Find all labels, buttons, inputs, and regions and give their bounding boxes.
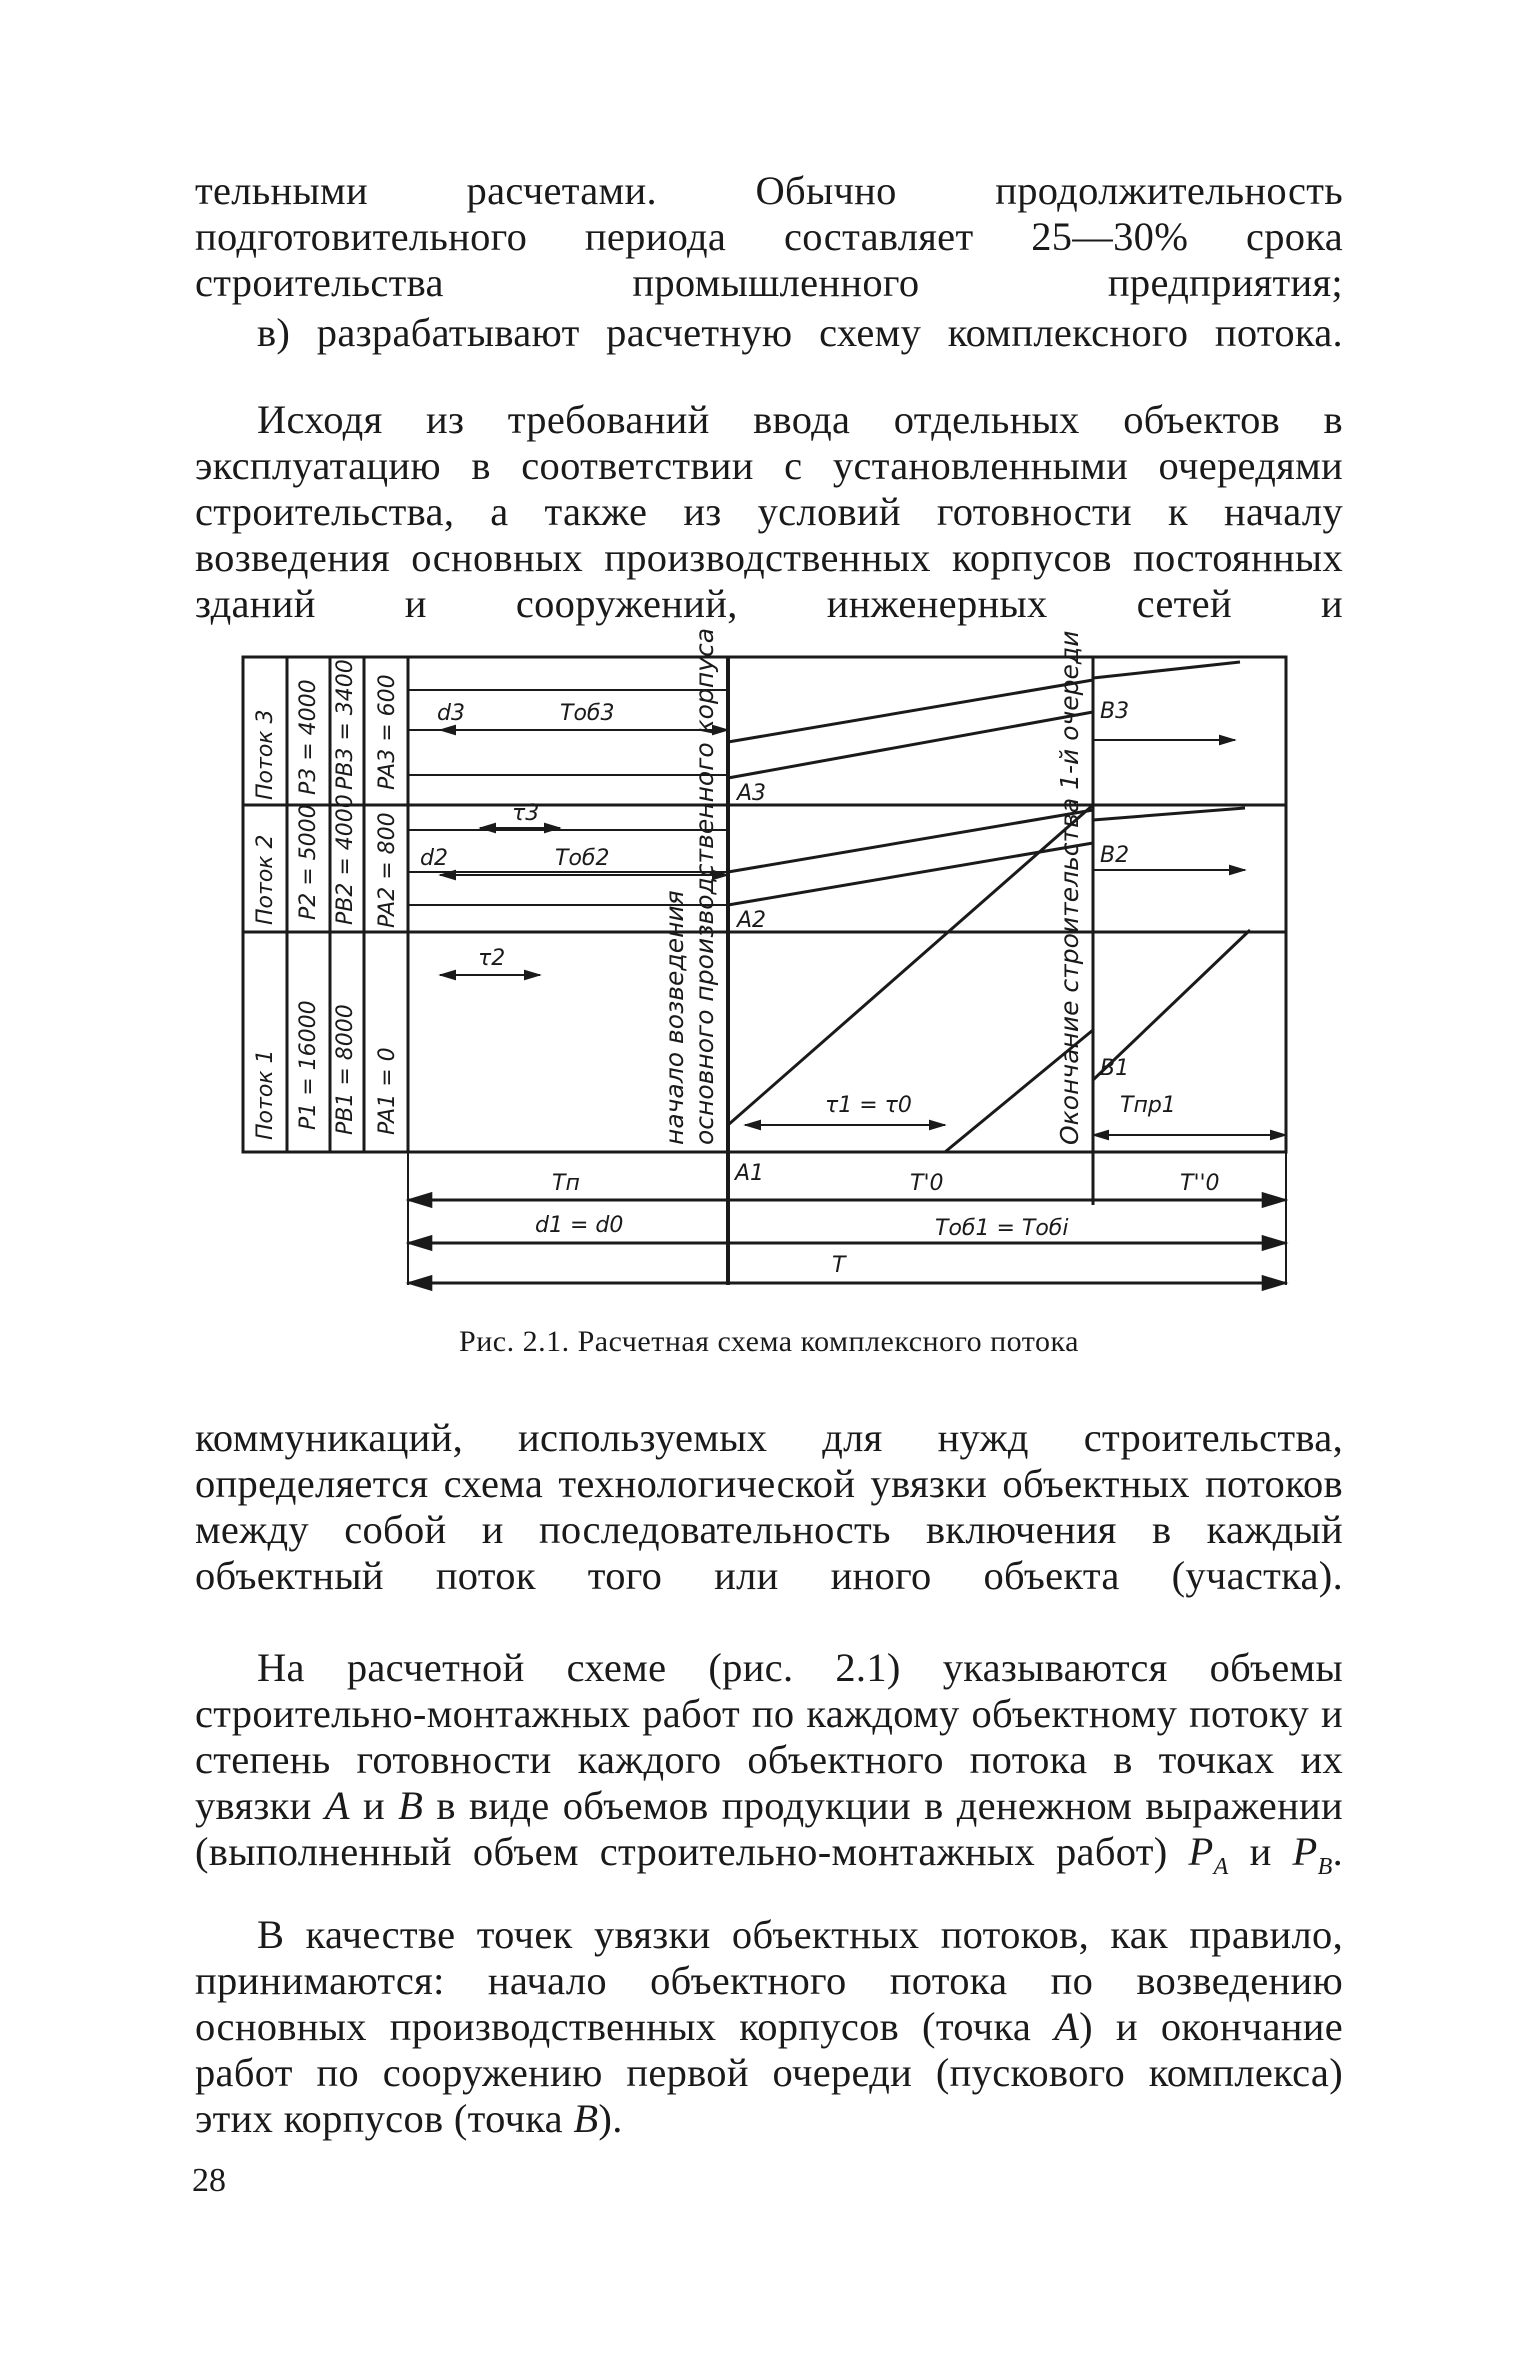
p5-text-b: в виде объемов продукции в денежном выражении (выполненный объем строительно-монтажных работ) xyxy=(195,1783,1343,1874)
p6-text-c: ). xyxy=(598,2096,623,2141)
p5-pb-symbol: $P_B$ xyxy=(1292,1829,1333,1881)
d1-label: d1 = d0 xyxy=(535,1213,624,1238)
p6-point-b: B xyxy=(573,2096,599,2141)
tau3-label: τ3 xyxy=(512,801,540,826)
figure-caption: Рис. 2.1. Расчетная схема комплексного потока xyxy=(459,1325,1079,1358)
p5-and2: и xyxy=(1249,1829,1272,1874)
start-label-1: начало возведения xyxy=(660,890,689,1145)
p6-text-a: В качестве точек увязки объектных потоков, как правило, принимаются: начало объектного потока по возведению основных производственных корпусов (точка xyxy=(195,1912,1343,2049)
tob2-label: Tоб2 xyxy=(555,846,610,871)
p5-point-b: B xyxy=(398,1783,424,1828)
tob1-label: Tоб1 = Tобi xyxy=(935,1216,1069,1241)
paragraph-6 xyxy=(195,1912,1343,2142)
to1-label: T'0 xyxy=(910,1171,944,1196)
tpr1-label: Tпр1 xyxy=(1120,1093,1176,1118)
b2-label: B2 xyxy=(1100,843,1130,868)
t-label: T xyxy=(832,1253,846,1278)
tau2-label: τ2 xyxy=(478,946,506,971)
volume2-label: P2 = 5000 xyxy=(296,804,321,920)
b3-label: B3 xyxy=(1100,699,1130,724)
tob3-label: Tоб3 xyxy=(560,701,615,726)
pa1-label: PA1 = 0 xyxy=(375,1047,400,1135)
paragraph-2: в) разрабатывают расчетную схему комплексного потока. xyxy=(257,310,1343,355)
paragraph-1: тельными расчетами. Обычно продолжительность подготовительного периода составляет 25—30% срока строительства промышленного предприятия; xyxy=(195,168,1343,305)
pa3-label: PA3 = 600 xyxy=(375,674,400,790)
flow2-label: Поток 2 xyxy=(253,834,278,925)
d3-label: d3 xyxy=(437,701,465,726)
p5-period: . xyxy=(1332,1829,1343,1874)
volume1-label: P1 = 16000 xyxy=(296,1000,321,1130)
b1-label: B1 xyxy=(1100,1056,1130,1081)
d2-label: d2 xyxy=(420,846,448,871)
to2-label: T''0 xyxy=(1180,1171,1220,1196)
flow1-label: Поток 1 xyxy=(253,1049,278,1140)
a2-label: A2 xyxy=(737,908,767,933)
end-label: Окончание строительства 1-й очереди xyxy=(1055,630,1084,1145)
p5-and: и xyxy=(363,1783,385,1828)
a3-label: A3 xyxy=(737,781,767,806)
paragraph-4: коммуникаций, используемых для нужд строительства, определяется схема технологической увязки объектных потоков между собой и последовательность включения в каждый объектный поток того или иного объекта (участка). xyxy=(195,1415,1343,1598)
flow3-label: Поток 3 xyxy=(253,709,278,800)
paragraph-3: Исходя из требований ввода отдельных объектов в эксплуатацию в соответствии с установленными очередями строительства, а также из условий готовности к началу возведения основных производственных корпусов постоянных зданий и сооружений, инженерных сетей и xyxy=(195,397,1343,626)
page-number: 28 xyxy=(192,2162,226,2199)
p5-pa-symbol: $P_A$ xyxy=(1188,1829,1229,1881)
paragraph-5 xyxy=(195,1645,1343,1890)
p6-point-a: A xyxy=(1054,2004,1080,2049)
tp-label: Tп xyxy=(552,1171,580,1196)
pb1-label: PB1 = 8000 xyxy=(333,1004,358,1135)
volume3-label: P3 = 4000 xyxy=(296,679,321,795)
p5-point-a: A xyxy=(324,1783,350,1828)
p6-text-b: ) и окончание работ по сооружению первой очереди (пускового комплекса) этих корпусов (точка xyxy=(195,2004,1343,2141)
tau1-label: τ1 = τ0 xyxy=(825,1093,912,1118)
pb2-label: PB2 = 4000 xyxy=(333,794,358,925)
p5-text-a: На расчетной схеме (рис. 2.1) указываются объемы строительно-монтажных работ по каждому объектному потоку и степень готовности каждого объектного потока в точках их увязки xyxy=(195,1645,1343,1828)
start-label-2: основного производственного корпуса xyxy=(690,627,719,1145)
pb3-label: PB3 = 3400 xyxy=(333,659,358,790)
a1-label: A1 xyxy=(735,1161,765,1186)
pa2-label: PA2 = 800 xyxy=(375,812,400,928)
